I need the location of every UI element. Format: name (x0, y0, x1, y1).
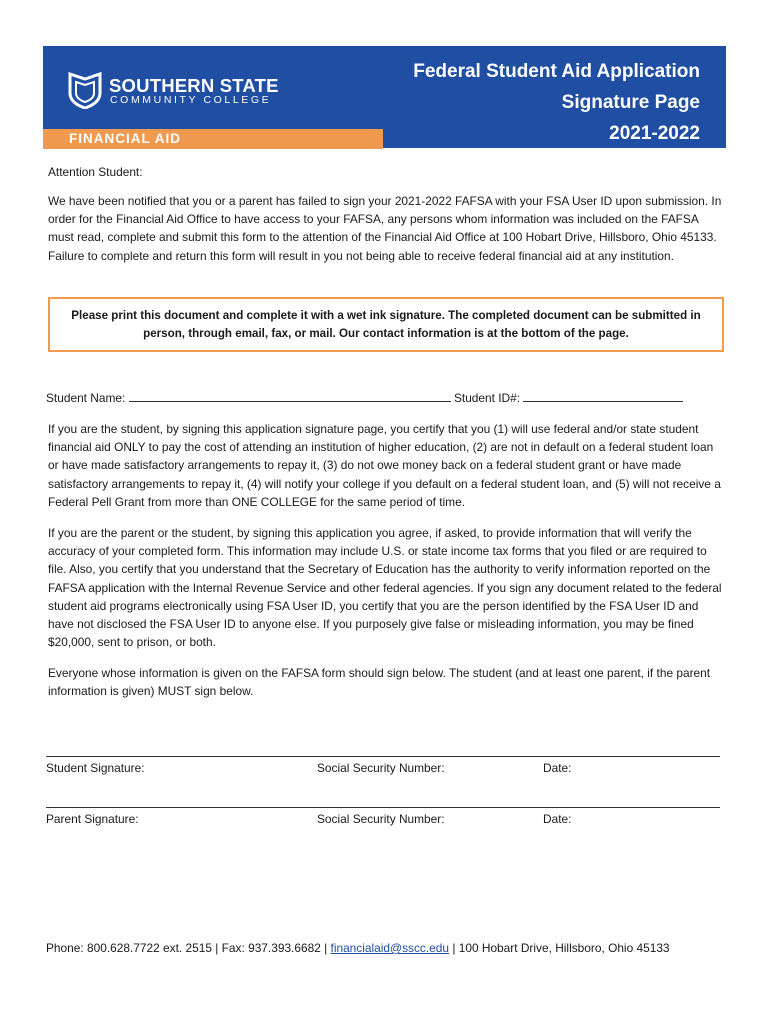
salutation: Attention Student: (48, 165, 143, 179)
student-signature-line[interactable] (46, 756, 720, 757)
footer-phone-fax: Phone: 800.628.7722 ext. 2515 | Fax: 937.393.6682 | (46, 941, 331, 955)
parent-date-label: Date: (543, 812, 572, 826)
title-line-3: 2021-2022 (609, 123, 700, 144)
student-id-label: Student ID#: (453, 391, 521, 405)
parent-certification-paragraph: If you are the parent or the student, by signing this application you agree, if asked, to provide information that will verify the accuracy of your completed form. This information may include U.S. or state income tax forms that you filed or are required to file. Also, you certify that you understand that the Secretary of Education has the authority to verify information reported on the FAFSA application with the Internal Revenue Service and other federal agencies. If you sign any document related to the federal student aid programs electronically using FSA User ID, you certify that you are the person identified by the FSA User ID and have not disclosed the FSA User ID to anyone else. If you purposely give false or misleading information, you may be fined $20,000, sent to prison, or both. (48, 526, 722, 650)
footer-address: | 100 Hobart Drive, Hillsboro, Ohio 45133 (449, 941, 670, 955)
student-ssn-label: Social Security Number: (317, 761, 445, 775)
shield-icon (68, 71, 102, 109)
sign-below-paragraph: Everyone whose information is given on the FAFSA form should sign below. The student (and at least one parent, if the parent information is given) MUST sign below. (48, 666, 711, 699)
parent-ssn-label: Social Security Number: (317, 812, 445, 826)
logo-subname: COMMUNITY COLLEGE (110, 94, 272, 106)
college-logo (68, 71, 288, 111)
student-certification-paragraph: If you are the student, by signing this application signature page, you certify that you (1) will use federal and/or state student financial aid ONLY to pay the cost of attending an institution of higher education, (2) are not in default on a federal student loan or have made satisfactory arrangements to repay it, (3) do not owe money back on a federal student grant or have made satisfactory arrangements to repay it, (4) will notify your college if you default on a federal student loan, and (5) will not receive a Federal Pell Grant from more than ONE COLLEGE for the same period of time. (48, 422, 721, 509)
contact-footer (46, 941, 670, 955)
student-id-field[interactable] (523, 390, 683, 402)
title-line-1: Federal Student Aid Application (413, 61, 700, 82)
footer-email-link[interactable]: financialaid@sscc.edu (330, 941, 450, 955)
student-info-row (46, 390, 683, 405)
student-name-label: Student Name: (46, 391, 126, 405)
parent-signature-label: Parent Signature: (46, 812, 139, 826)
parent-signature-line[interactable] (46, 807, 720, 808)
department-label: FINANCIAL AID (69, 131, 181, 146)
student-name-field[interactable] (129, 390, 451, 402)
department-bar (43, 129, 383, 149)
student-date-label: Date: (543, 761, 572, 775)
student-signature-label: Student Signature: (46, 761, 145, 775)
logo-name: SOUTHERN STATE (109, 75, 279, 96)
intro-paragraph: We have been notified that you or a parent has failed to sign your 2021-2022 FAFSA with your FSA User ID upon submission. In order for the Financial Aid Office to have access to your FAFSA, any persons whom information was included on the FAFSA must read, complete and submit this form to the attention of the Financial Aid Office at 100 Hobart Drive, Hillsboro, Ohio 45133. Failure to complete and return this form will result in you not being able to receive federal financial aid at any institution. (48, 194, 722, 263)
document-title (413, 56, 700, 149)
title-line-2: Signature Page (561, 92, 700, 113)
print-instructions-callout: Please print this document and complete it with a wet ink signature. The completed document can be submitted in person, through email, fax, or mail. Our contact information is at the bottom of the page. (48, 297, 724, 352)
